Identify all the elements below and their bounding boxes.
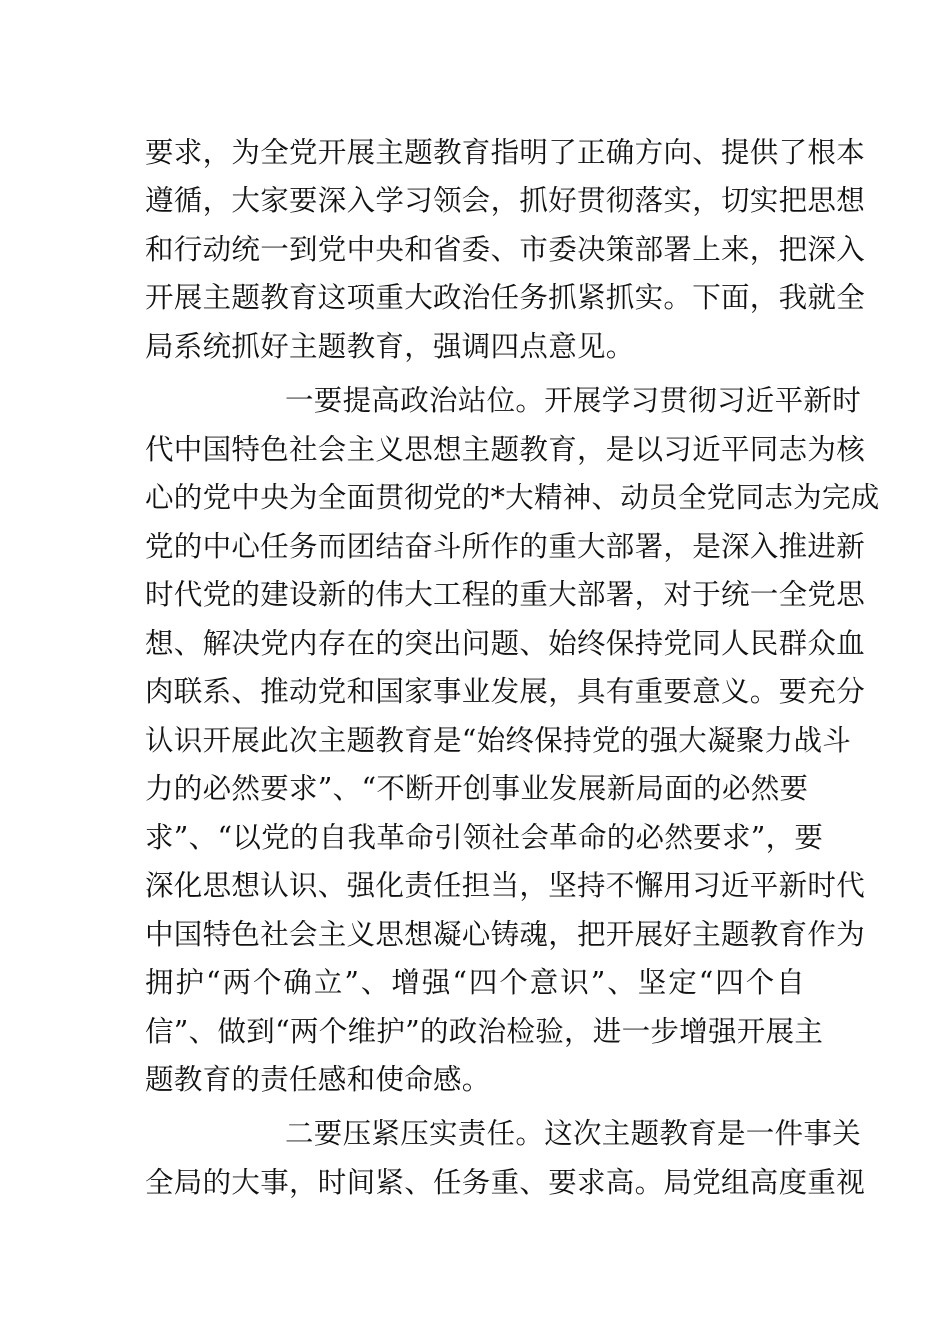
text-line-10: 时代党的建设新的伟大工程的重大部署，对于统一全党思 xyxy=(145,578,866,611)
text-line-4: 开展主题教育这项重大政治任务抓紧抓实。下面，我就全 xyxy=(145,281,866,314)
text-line-8: 心的党中央为全面贯彻党的*大精神、动员全党同志为完成 xyxy=(145,481,880,514)
text-line-3: 和行动统一到党中央和省委、市委决策部署上来，把深入 xyxy=(145,233,866,266)
text-line-5: 局系统抓好主题教育，强调四点意见。 xyxy=(145,330,635,363)
text-line-20: 题教育的责任感和使命感。 xyxy=(145,1063,491,1096)
text-line-13: 认识开展此次主题教育是“始终保持党的强大凝聚力战斗 xyxy=(145,724,852,757)
text-line-19: 信”、做到“两个维护”的政治检验，进一步增强开展主 xyxy=(145,1015,824,1048)
paragraph-1-first-line: 一要提高政治站位。开展学习贯彻习近平新时 xyxy=(285,384,862,417)
text-line-17: 中国特色社会主义思想凝心铸魂，把开展好主题教育作为 xyxy=(145,918,866,951)
text-line-11: 想、解决党内存在的突出问题、始终保持党同人民群众血 xyxy=(145,627,866,660)
text-line-14: 力的必然要求”、“不断开创事业发展新局面的必然要 xyxy=(145,772,809,805)
text-line-7: 代中国特色社会主义思想主题教育，是以习近平同志为核 xyxy=(145,433,866,466)
text-line-16: 深化思想认识、强化责任担当，坚持不懈用习近平新时代 xyxy=(145,869,866,902)
text-line-1: 要求，为全党开展主题教育指明了正确方向、提供了根本 xyxy=(145,136,866,169)
text-line-18: 拥护“两个确立”、增强“四个意识”、坚定“四个自 xyxy=(145,966,805,999)
text-line-22: 全局的大事，时间紧、任务重、要求高。局党组高度重视 xyxy=(145,1166,866,1199)
text-line-2: 遵循，大家要深入学习领会，抓好贯彻落实，切实把思想 xyxy=(145,184,866,217)
text-line-15: 求”、“以党的自我革命引领社会革命的必然要求”，要 xyxy=(145,821,824,854)
text-line-12: 肉联系、推动党和国家事业发展，具有重要意义。要充分 xyxy=(145,675,866,708)
text-line-9: 党的中心任务而团结奋斗所作的重大部署，是深入推进新 xyxy=(145,530,866,563)
paragraph-2-first-line: 二要压紧压实责任。这次主题教育是一件事关 xyxy=(285,1117,862,1150)
